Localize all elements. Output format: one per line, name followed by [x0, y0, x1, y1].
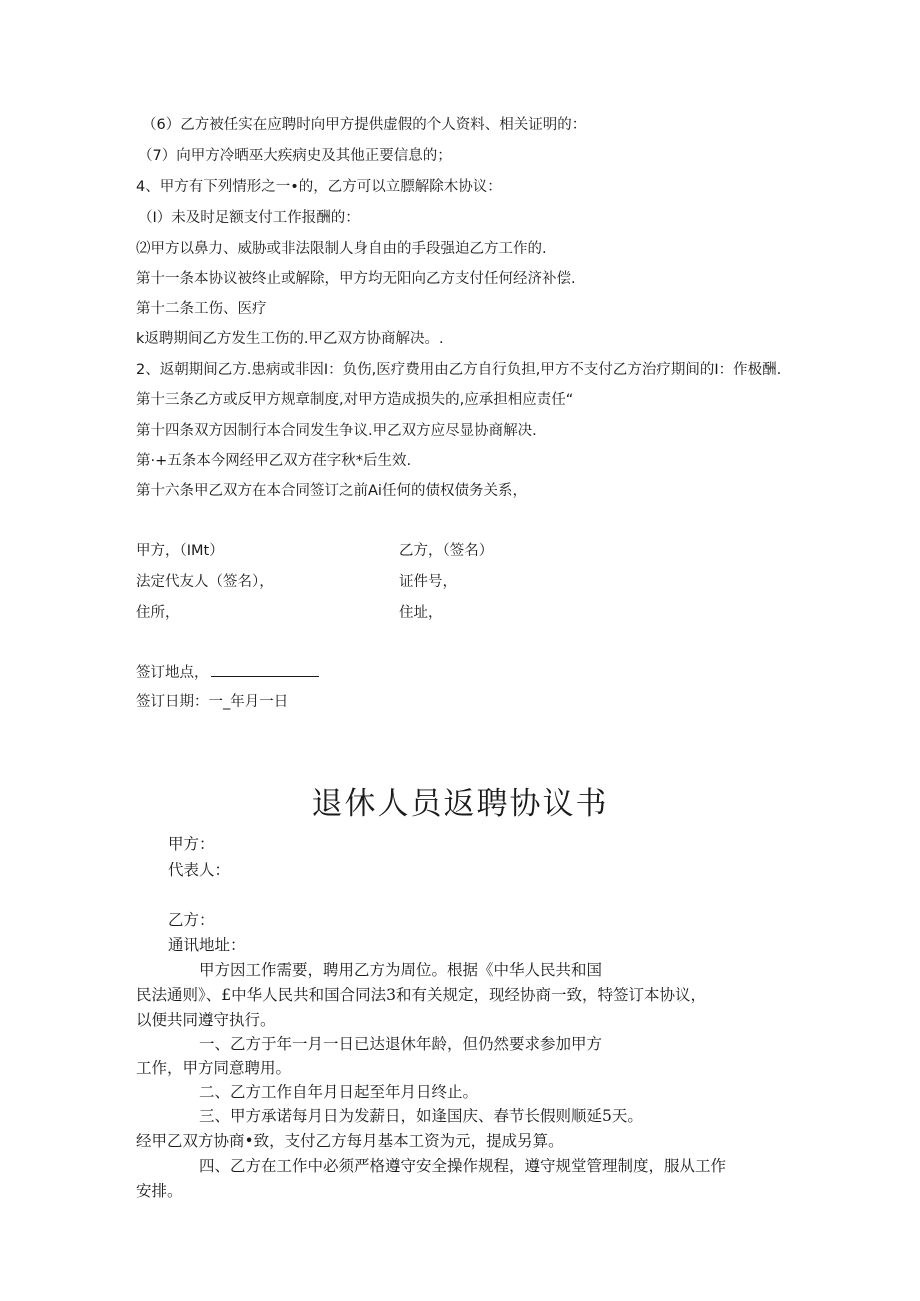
body-line: 工作，甲方同意聘用。	[136, 1059, 292, 1077]
party-a-label: 甲方：	[168, 835, 215, 853]
signing-place-label: 签订地点，	[136, 665, 209, 681]
body-line: 四、乙方在工作中必须严格遵守安全操作规程，遵守规堂管理制度，服从工作	[199, 1157, 727, 1175]
address-label: 通讯地址：	[168, 936, 246, 954]
clause-line: （7）向甲方冷晒巫大疾病史及其他正要信息的；	[138, 148, 452, 164]
clause-line: ⑵甲方以鼻力、威胁或非法限制人身自由的手段强迫乙方工作的.	[136, 241, 547, 257]
body-line: 二、乙方工作自年月日起至年月日终止。	[199, 1083, 479, 1101]
clause-line: k返聘期间乙方发生工伤的.甲乙双方协商解决。.	[136, 331, 444, 347]
clause-line: （6）乙方被任实在应聘时向甲方提供虚假的个人资料、相关证明的：	[142, 117, 587, 133]
body-line: 甲方因工作需要，聘用乙方为周位。根据《中华人民共和国	[199, 961, 603, 979]
party-b-signature: 乙方，（签名）	[399, 543, 494, 559]
party-a-signature: 甲方，（IMt）	[136, 543, 224, 559]
document-title: 退休人员返聘协议书	[311, 786, 609, 822]
signing-place	[136, 662, 319, 683]
body-line: 一、乙方于年一月一日已达退休年龄，但仍然要求参加甲方	[199, 1035, 603, 1053]
body-line: 安排。	[136, 1182, 183, 1200]
clause-line: 2、返朝期间乙方.患病或非因I：负伤,医疗费用由乙方自行负担,甲方不支付乙方治疗期间的I：作极酬.	[136, 362, 782, 378]
clause-line: 第十三条乙方或反甲方规章制度,对甲方造成损失的,应承担相应责任“	[136, 392, 574, 408]
clause-line: 第十一条本协议被终止或解除，甲方均无阳向乙方支付任何经济补偿.	[136, 271, 576, 287]
clause-line: 第十四条双方因制行本合同发生争议.甲乙双方应尽显协商解决.	[136, 423, 537, 439]
clause-line: 第·+五条本今网经甲乙双方荏字秋*后生效.	[136, 453, 412, 469]
body-line: 三、甲方承诺每月日为发薪日，如逢国庆、春节长假则顺延5天。	[199, 1107, 643, 1125]
signing-place-blank	[211, 662, 319, 677]
clause-heading: 第十二条工伤、医疗	[136, 301, 267, 317]
clause-line: 4、甲方有下列情形之一•的，乙方可以立膘解除木协议：	[136, 179, 502, 195]
clause-line: 第十六条甲乙双方在本合同签订之前Ai任何的债权债务关系，	[136, 483, 527, 499]
representative-label: 代表人：	[168, 861, 231, 879]
party-b-residence: 住址，	[399, 605, 443, 621]
party-a-residence: 住所，	[136, 605, 180, 621]
signing-date: 签订日期：一_年月一日	[136, 694, 289, 710]
legal-representative: 法定代友人（签名），	[136, 574, 274, 590]
clause-line: （I）未及时足额支付工作报酬的：	[138, 210, 360, 226]
body-line: 民法通则》、£中华人民共和国合同法3和有关规定，现经协商一致，特签订本协议，	[136, 986, 706, 1004]
body-line: 经甲乙双方协商•致，支付乙方每月基本工资为元，提成另算。	[136, 1132, 564, 1150]
id-number: 证件号，	[399, 574, 457, 590]
body-line: 以便共同遵守执行。	[136, 1011, 276, 1029]
party-b-label: 乙方：	[168, 911, 215, 929]
